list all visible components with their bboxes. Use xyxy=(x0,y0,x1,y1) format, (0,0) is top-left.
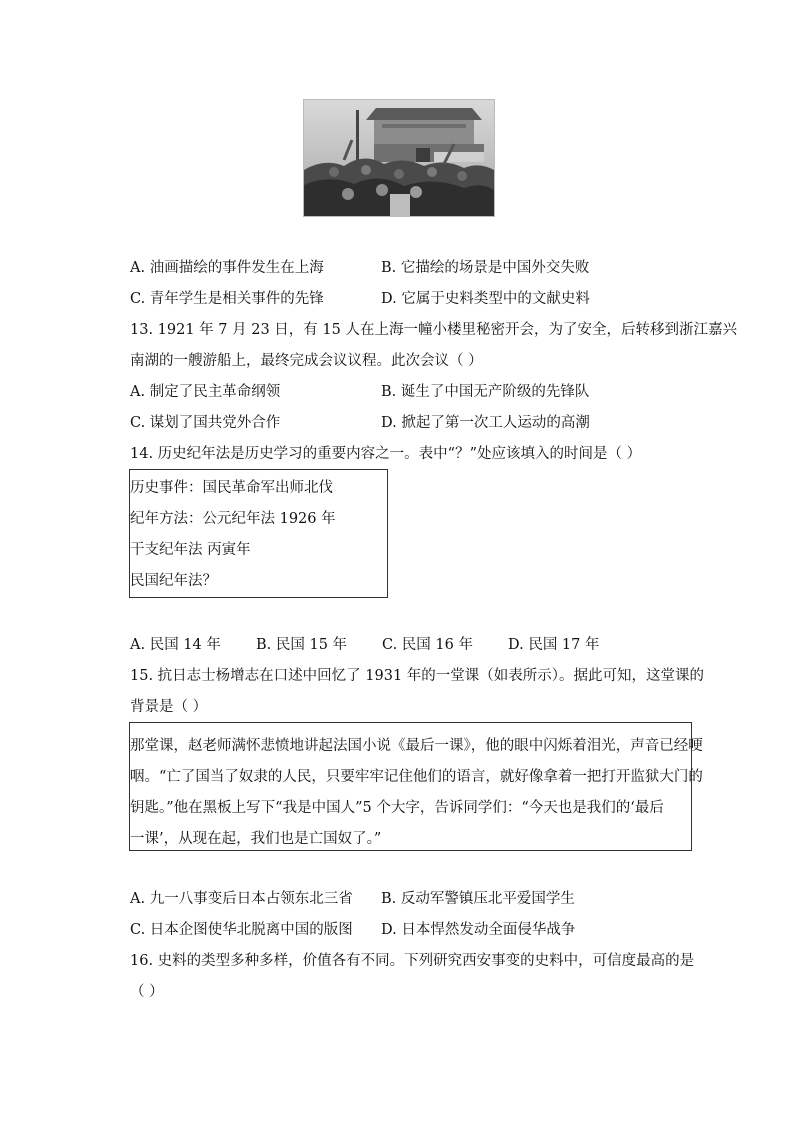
q15-stem-line2: 背景是（ ） xyxy=(130,699,208,715)
q14-table-row-minguo: 民国纪年法？ xyxy=(130,573,217,589)
q15-quote-line1: 那堂课，赵老师满怀悲愤地讲起法国小说《最后一课》，他的眼中闪烁着泪光，声音已经哽 xyxy=(130,738,703,754)
q13-option-c: C. 谋划了国共党外合作 xyxy=(130,415,281,431)
q15-option-a: A. 九一八事变后日本占领东北三省 xyxy=(130,891,353,907)
q14-option-c: C. 民国 16 年 xyxy=(382,637,473,653)
q14-table-row-ganzhi: 干支纪年法 丙寅年 xyxy=(130,542,251,558)
q15-stem-line1: 15. 抗日志士杨增志在口述中回忆了 1931 年的一堂课（如表所示）。据此可知，这堂课的 xyxy=(130,668,705,684)
q13-stem-line1: 13. 1921 年 7 月 23 日，有 15 人在上海一幢小楼里秘密开会，为了安全，后转移到浙江嘉兴 xyxy=(130,322,737,338)
q14-table-row-gregorian: 纪年方法：公元纪年法 1926 年 xyxy=(130,511,336,527)
q13-option-d: D. 掀起了第一次工人运动的高潮 xyxy=(381,415,590,431)
q13-option-b: B. 诞生了中国无产阶级的先锋队 xyxy=(381,384,590,400)
q13-stem-line2: 南湖的一艘游船上，最终完成会议议程。此次会议（ ） xyxy=(130,353,483,369)
q14-table-row-event: 历史事件：国民革命军出师北伐 xyxy=(130,480,333,496)
q15-quote-line2: 咽。“亡了国当了奴隶的人民，只要牢牢记住他们的语言，就好像拿着一把打开监狱大门的 xyxy=(130,769,703,785)
q14-stem-line1: 14. 历史纪年法是历史学习的重要内容之一。表中“？”处应该填入的时间是（ ） xyxy=(130,446,642,462)
q12-option-c: C. 青年学生是相关事件的先锋 xyxy=(130,291,324,307)
q16-stem-line2: （ ） xyxy=(130,984,164,1000)
oil-painting-image xyxy=(303,99,495,217)
q12-option-b: B. 它描绘的场景是中国外交失败 xyxy=(381,260,590,276)
q15-quote-line4: 一课’，从现在起，我们也是亡国奴了。” xyxy=(130,831,382,847)
q14-option-d: D. 民国 17 年 xyxy=(508,637,600,653)
q15-option-c: C. 日本企图使华北脱离中国的版图 xyxy=(130,922,353,938)
q13-option-a: A. 制定了民主革命纲领 xyxy=(130,384,281,400)
q14-table xyxy=(129,469,388,598)
q15-quote-line3: 钥匙。”他在黑板上写下“我是中国人”5 个大字，告诉同学们：“今天也是我们的‘最后 xyxy=(130,800,664,816)
q15-quote-box xyxy=(129,722,703,851)
q14-option-b: B. 民国 15 年 xyxy=(256,637,348,653)
q15-option-b: B. 反动军警镇压北平爱国学生 xyxy=(381,891,575,907)
q12-option-a: A. 油画描绘的事件发生在上海 xyxy=(130,260,324,276)
q12-option-d: D. 它属于史料类型中的文献史料 xyxy=(381,291,590,307)
q16-stem-line1: 16. 史料的类型多种多样，价值各有不同。下列研究西安事变的史料中，可信度最高的是 xyxy=(130,953,695,969)
q15-option-d: D. 日本悍然发动全面侵华战争 xyxy=(381,922,576,938)
q14-option-a: A. 民国 14 年 xyxy=(130,637,221,653)
